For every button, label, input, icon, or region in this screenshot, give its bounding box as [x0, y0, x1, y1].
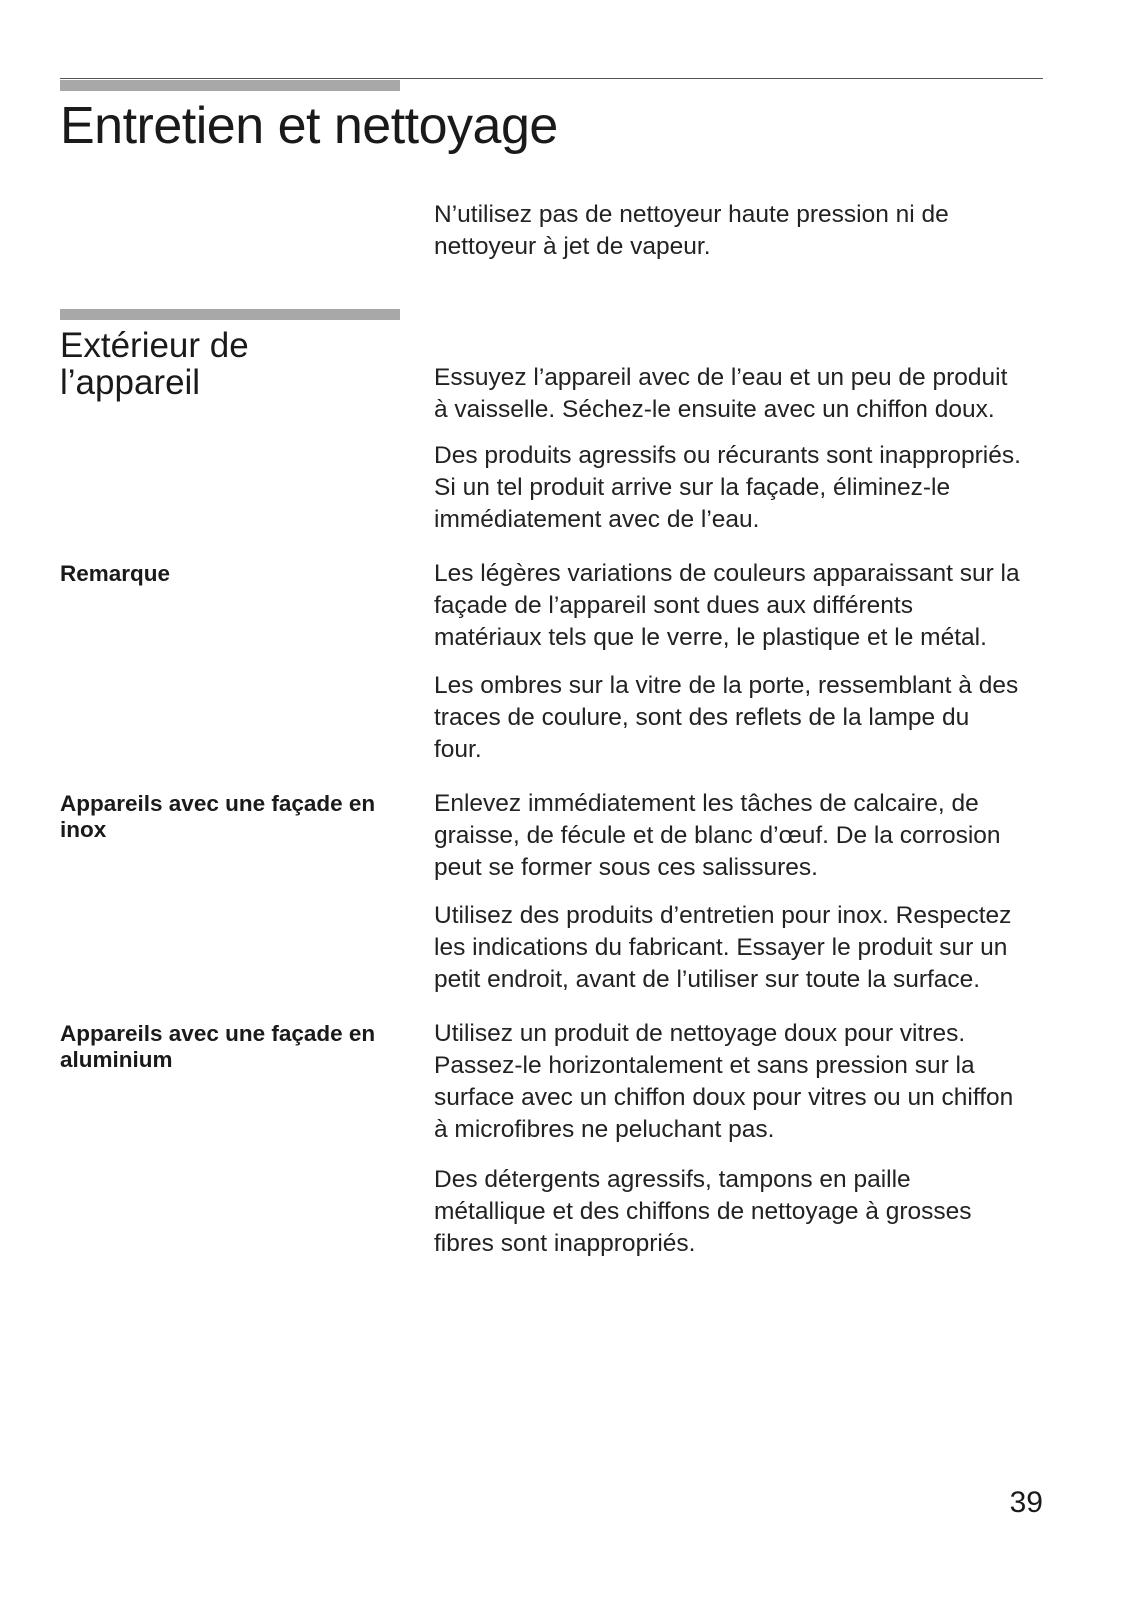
section-paragraph-2: Des produits agressifs ou récurants sont inappropriés. Si un tel produit arrive sur la façade, éliminez-le immédiatement avec de l’eau. — [434, 442, 1021, 533]
intro-paragraph: N’utilisez pas de nettoyeur haute pression ni de nettoyeur à jet de vapeur. — [434, 201, 949, 260]
aluminium-paragraph-1: Utilisez un produit de nettoyage doux pour vitres. Passez-le horizontalement et sans pression sur la surface avec un chiffon doux pour vitres ou un chiffon à microfibres ne peluchant pas. — [434, 1020, 1014, 1143]
page-number: 39 — [1009, 1486, 1043, 1519]
header-rule-thin — [60, 78, 1043, 79]
inox-label: Appareils avec une façade en inox — [60, 791, 376, 842]
section-title: Extérieur de l’appareil — [60, 326, 249, 402]
remarque-paragraph-2: Les ombres sur la vitre de la porte, ressemblant à des traces de coulure, sont des reflets de la lampe du four. — [434, 672, 1019, 763]
aluminium-paragraph-2: Des détergents agressifs, tampons en paille métallique et des chiffons de nettoyage à grosses fibres sont inappropriés. — [434, 1166, 972, 1257]
remarque-paragraph-1: Les légères variations de couleurs apparaissant sur la façade de l’appareil sont dues aux différents matériaux tels que le verre, le plastique et le métal. — [434, 560, 1020, 651]
inox-paragraph-2: Utilisez des produits d’entretien pour inox. Respectez les indications du fabricant. Essayer le produit sur un petit endroit, avant de l’utiliser sur toute la surface. — [434, 902, 1012, 993]
aluminium-label: Appareils avec une façade en aluminium — [60, 1021, 376, 1072]
section-paragraph-1: Essuyez l’appareil avec de l’eau et un peu de produit à vaisselle. Séchez-le ensuite avec un chiffon doux. — [434, 364, 1008, 423]
remarque-label: Remarque — [60, 561, 171, 586]
header-rule-thick — [60, 80, 400, 91]
inox-paragraph-1: Enlevez immédiatement les tâches de calcaire, de graisse, de fécule et de blanc d’œuf. De la corrosion peut se former sous ces salissures. — [434, 790, 1001, 881]
section-rule — [60, 309, 400, 320]
page-title: Entretien et nettoyage — [60, 97, 558, 155]
